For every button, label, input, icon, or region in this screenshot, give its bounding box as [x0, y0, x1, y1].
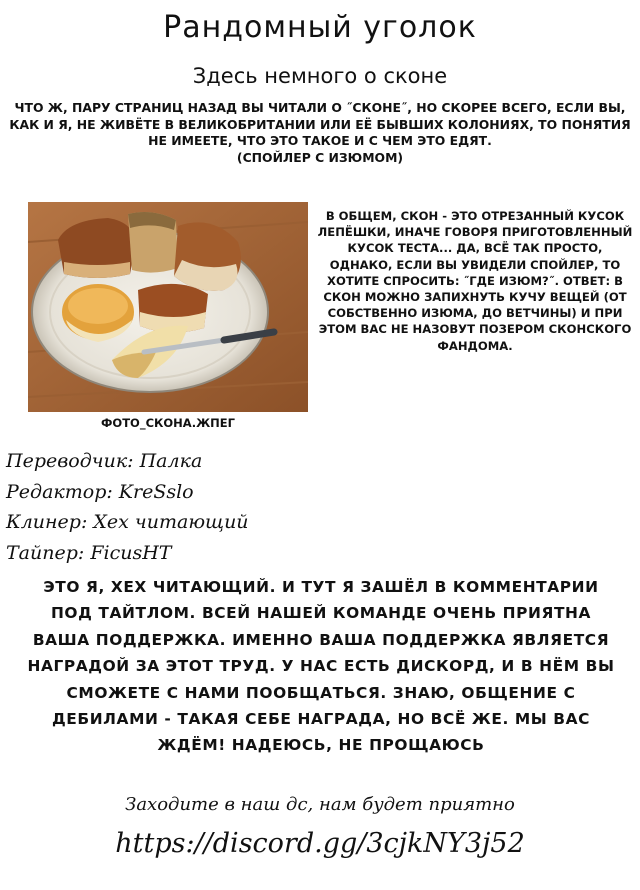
intro-block	[8, 100, 632, 166]
credit-typer: Тайпер: FicusHT	[6, 541, 172, 564]
page-title: Рандомный уголок	[163, 10, 477, 45]
credits-list	[6, 446, 406, 568]
scone-photo	[28, 202, 308, 412]
scone-plate-image	[28, 202, 308, 412]
credit-editor: Редактор: KreSslo	[6, 480, 194, 503]
discord-invite-text: Заходите в наш дс, нам будет приятно	[125, 794, 515, 815]
discord-link[interactable]: https://discord.gg/3cjkNY3j52	[115, 828, 525, 859]
spoiler-note: (СПОЙЛЕР С ИЗЮМОМ)	[236, 149, 404, 165]
scone-explanation: В ОБЩЕМ, СКОН - ЭТО ОТРЕЗАННЫЙ КУСОК ЛЕПЁШКИ, ИНАЧЕ ГОВОРЯ ПРИГОТОВЛЕННЫЙ КУСОК ТЕСТА... ДА, ВСЁ ТАК ПРОСТО, ОДНАКО, ЕСЛИ ВЫ УВИДЕЛИ СПОЙЛЕР, ТО ХОТИТЕ СПРОСИТЬ: ˝ГДЕ ИЗЮМ?˝. ОТВЕТ: В СКОН МОЖНО ЗАПИХНУТЬ КУЧУ ВЕЩЕЙ (ОТ СОБСТВЕННО ИЗЮМА, ДО ВЕТЧИНЫ) И ПРИ ЭТОМ ВАС НЕ НАЗОВУТ ПОЗЕРОМ СКОНСКОГО ФАНДОМА.	[317, 209, 633, 353]
team-note: ЭТО Я, ХЕХ ЧИТАЮЩИЙ. И ТУТ Я ЗАШЁЛ В КОММЕНТАРИИ ПОД ТАЙТЛОМ. ВСЕЙ НАШЕЙ КОМАНДЕ ОЧЕНЬ ПРИЯТНА ВАША ПОДДЕРЖКА. ИМЕННО ВАША ПОДДЕРЖКА ЯВЛЯЕТСЯ НАГРАДОЙ ЗА ЭТОТ ТРУД. У НАС ЕСТЬ ДИСКОРД, И В НЁМ ВЫ СМОЖЕТЕ С НАМИ ПООБЩАТЬСЯ. ЗНАЮ, ОБЩЕНИЕ С ДЕБИЛАМИ - ТАКАЯ СЕБЕ НАГРАДА, НО ВСЁ ЖЕ. МЫ ВАС ЖДЁМ! НАДЕЮСЬ, НЕ ПРОЩАЮСЬ	[27, 578, 615, 755]
credit-cleaner: Клинер: Хех читающий	[6, 511, 249, 533]
photo-caption: ФОТО_СКОНА.ЖПЕГ	[101, 416, 235, 430]
page-subtitle: Здесь немного о сконе	[192, 64, 448, 88]
intro-text: ЧТО Ж, ПАРУ СТРАНИЦ НАЗАД ВЫ ЧИТАЛИ О ˝СКОНЕ˝, НО СКОРЕЕ ВСЕГО, ЕСЛИ ВЫ, КАК И Я, НЕ ЖИВЁТЕ В ВЕЛИКОБРИТАНИИ ИЛИ ЕЁ БЫВШИХ КОЛОНИЯХ, ТО ПОНЯТИЯ НЕ ИМЕЕТЕ, ЧТО ЭТО ТАКОЕ И С ЧЕМ ЭТО ЕДЯТ.	[9, 100, 631, 148]
credit-translator: Переводчик: Палка	[6, 450, 203, 472]
